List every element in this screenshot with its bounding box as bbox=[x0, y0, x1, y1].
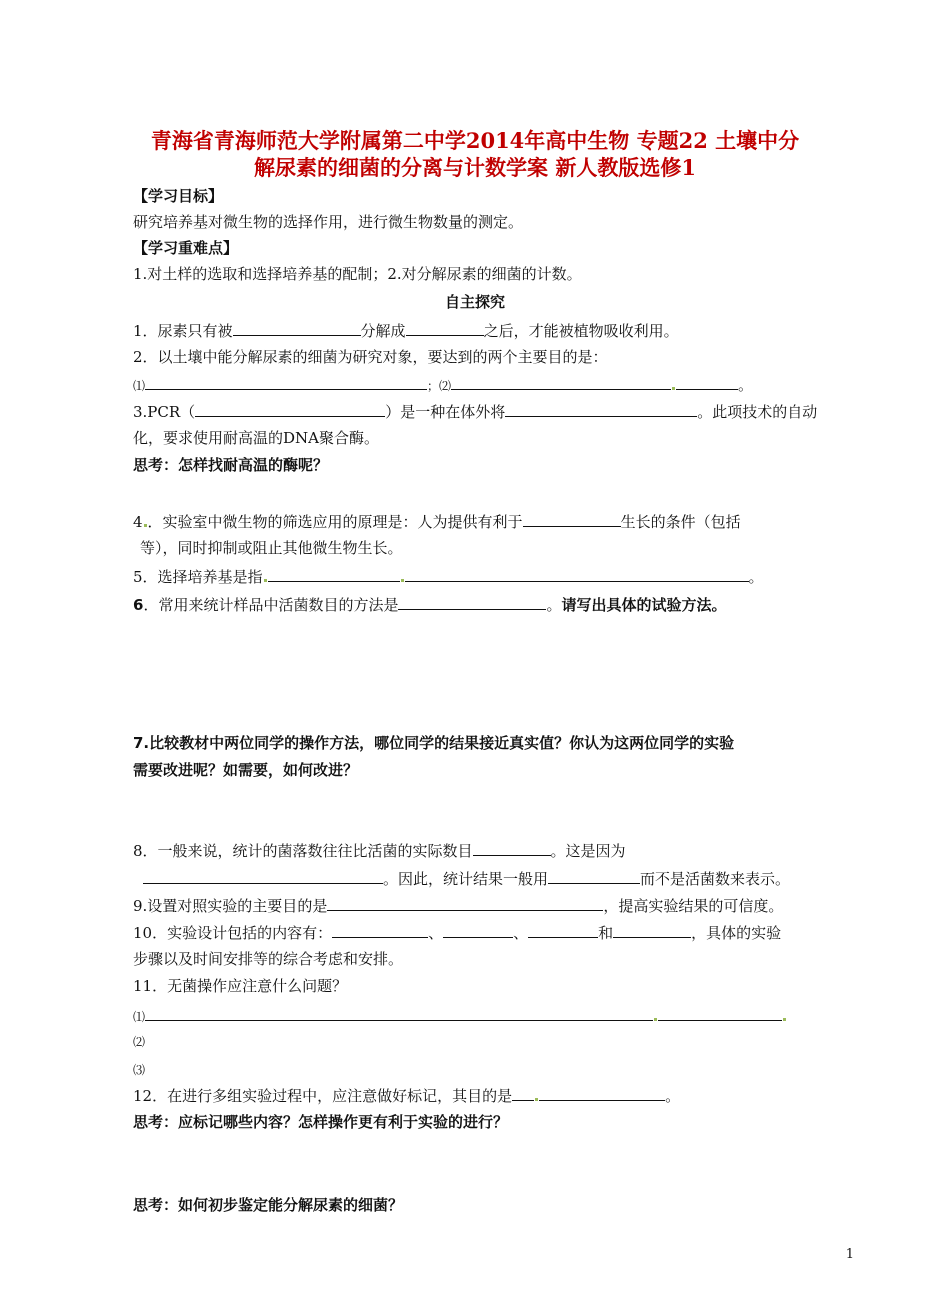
q9-text-a: 9.设置对照实验的主要目的是 bbox=[133, 897, 328, 915]
q2-blank-2b[interactable] bbox=[676, 374, 738, 390]
q6-end: 。 bbox=[546, 596, 562, 614]
learning-goals-heading: 【学习目标】 bbox=[133, 187, 224, 205]
q3-text-b: ）是一种在体外将 bbox=[385, 403, 506, 421]
question-12 bbox=[133, 1085, 680, 1106]
green-mark-icon bbox=[264, 579, 267, 582]
green-mark-icon bbox=[672, 387, 675, 390]
think-question-3: 思考：如何初步鉴定能分解尿素的细菌？ bbox=[133, 1196, 404, 1214]
q8-text-c: 。因此，统计结果一般用 bbox=[383, 870, 549, 888]
question-6 bbox=[133, 594, 726, 615]
q4-text-b: 生长的条件（包括 bbox=[620, 513, 741, 531]
q3-text-c: 。此项技术的自动 bbox=[697, 403, 818, 421]
green-mark-icon bbox=[144, 524, 147, 527]
q10-blank-1[interactable] bbox=[332, 922, 428, 938]
question-11: 11．无菌操作应注意什么问题？ bbox=[133, 977, 348, 995]
q10-sep-1: 、 bbox=[428, 924, 444, 942]
question-4 bbox=[133, 511, 741, 532]
q6-text-a: ．常用来统计样品中活菌数目的方法是 bbox=[143, 596, 399, 614]
q2-label-2: ；⑵ bbox=[427, 379, 452, 393]
q11-label-1: ⑴ bbox=[133, 1010, 146, 1024]
q11-blank-1a[interactable] bbox=[145, 1005, 653, 1021]
q2-end: 。 bbox=[738, 376, 754, 394]
question-3-continued: 化，要求使用耐高温的DNA聚合酶。 bbox=[133, 429, 379, 447]
q10-text-a: 10．实验设计包括的内容有： bbox=[133, 924, 333, 942]
q8-blank-1[interactable] bbox=[473, 840, 551, 856]
green-mark-icon bbox=[401, 579, 404, 582]
q4-text-a: ．实验室中微生物的筛选应用的原理是：人为提供有利于 bbox=[147, 513, 523, 531]
q8-text-d: 而不是活菌数来表示。 bbox=[640, 870, 791, 888]
think-question-1: 思考：怎样找耐高温的酶呢？ bbox=[133, 456, 329, 474]
q12-text: 12．在进行多组实验过程中，应注意做好标记，其目的是 bbox=[133, 1087, 513, 1105]
question-10-continued: 步骤以及时间安排等的综合考虑和安排。 bbox=[133, 950, 404, 968]
learning-goals-text: 研究培养基对微生物的选择作用，进行微生物数量的测定。 bbox=[133, 213, 524, 231]
question-5 bbox=[133, 566, 764, 587]
document-title-line-2: 解尿素的细菌的分离与计数学案 新人教版选修1 bbox=[254, 155, 696, 180]
think-question-2: 思考：应标记哪些内容？怎样操作更有利于实验的进行？ bbox=[133, 1113, 509, 1131]
document-title-line-1: 青海省青海师范大学附属第二中学2014年高中生物 专题22 土壤中分 bbox=[150, 128, 800, 153]
question-10 bbox=[133, 922, 781, 943]
question-11-item-3: ⑶ bbox=[133, 1063, 146, 1077]
q9-blank[interactable] bbox=[327, 895, 603, 911]
q1-text-b: 分解成 bbox=[360, 322, 406, 340]
q5-text: 5．选择培养基是指 bbox=[133, 568, 263, 586]
q8-blank-3[interactable] bbox=[548, 868, 640, 884]
q4-number: 4 bbox=[133, 513, 143, 531]
q2-label-1: ⑴ bbox=[133, 379, 146, 393]
q3-blank-1[interactable] bbox=[195, 401, 385, 417]
key-points-text: 1.对土样的选取和选择培养基的配制；2.对分解尿素的细菌的计数。 bbox=[133, 265, 582, 283]
question-8 bbox=[133, 840, 626, 861]
q1-blank-1[interactable] bbox=[233, 320, 361, 336]
green-mark-icon bbox=[783, 1018, 786, 1021]
q3-blank-2[interactable] bbox=[505, 401, 697, 417]
q10-blank-3[interactable] bbox=[528, 922, 598, 938]
q5-end: 。 bbox=[748, 568, 764, 586]
question-2: 2．以土壤中能分解尿素的细菌为研究对象，要达到的两个主要目的是： bbox=[133, 348, 608, 366]
question-4-continued: 等），同时抑制或阻止其他微生物生长。 bbox=[140, 539, 403, 557]
question-7-continued: 需要改进呢？如需要，如何改进？ bbox=[133, 761, 359, 779]
green-mark-icon bbox=[654, 1018, 657, 1021]
q12-blank-a[interactable] bbox=[512, 1085, 534, 1101]
q5-blank-b[interactable] bbox=[405, 566, 749, 582]
q12-blank-b[interactable] bbox=[539, 1085, 665, 1101]
q1-text-c: 之后，才能被植物吸收利用。 bbox=[483, 322, 679, 340]
q2-blank-1[interactable] bbox=[145, 374, 427, 390]
page-number: 1 bbox=[845, 1247, 854, 1262]
q2-blank-2a[interactable] bbox=[451, 374, 671, 390]
q10-sep-2: 、 bbox=[513, 924, 529, 942]
q8-blank-2[interactable] bbox=[143, 868, 383, 884]
q3-text-a: 3.PCR（ bbox=[133, 403, 196, 421]
question-7: 7.比较教材中两位同学的操作方法，哪位同学的结果接近真实值？你认为这两位同学的实验 bbox=[133, 734, 735, 752]
q8-text-a: 8．一般来说，统计的菌落数往往比活菌的实际数目 bbox=[133, 842, 473, 860]
q12-end: 。 bbox=[665, 1087, 681, 1105]
q6-instruction: 请写出具体的试验方法。 bbox=[561, 596, 727, 614]
self-explore-heading: 自主探究 bbox=[444, 293, 505, 311]
q1-blank-2[interactable] bbox=[406, 320, 484, 336]
question-11-item-2: ⑵ bbox=[133, 1035, 146, 1049]
green-mark-icon bbox=[535, 1098, 538, 1101]
question-2-answers bbox=[133, 374, 753, 396]
q8-text-b: 。这是因为 bbox=[550, 842, 626, 860]
question-1 bbox=[133, 320, 679, 341]
q10-and: 和 bbox=[598, 924, 614, 942]
q9-text-b: ，提高实验结果的可信度。 bbox=[603, 897, 784, 915]
question-3 bbox=[133, 401, 817, 422]
key-points-heading: 【学习重难点】 bbox=[133, 239, 239, 257]
q4-blank-1[interactable] bbox=[523, 511, 621, 527]
question-8-continued bbox=[133, 868, 790, 889]
q1-text-a: 1．尿素只有被 bbox=[133, 322, 233, 340]
q10-text-b: ，具体的实验 bbox=[691, 924, 782, 942]
q6-number: 6 bbox=[133, 596, 144, 614]
q11-blank-1b[interactable] bbox=[658, 1005, 782, 1021]
question-9 bbox=[133, 895, 783, 916]
q10-blank-2[interactable] bbox=[443, 922, 513, 938]
q5-blank-a[interactable] bbox=[268, 566, 400, 582]
q10-blank-4[interactable] bbox=[613, 922, 691, 938]
q6-blank[interactable] bbox=[398, 594, 546, 610]
question-11-item-1 bbox=[133, 1005, 787, 1027]
